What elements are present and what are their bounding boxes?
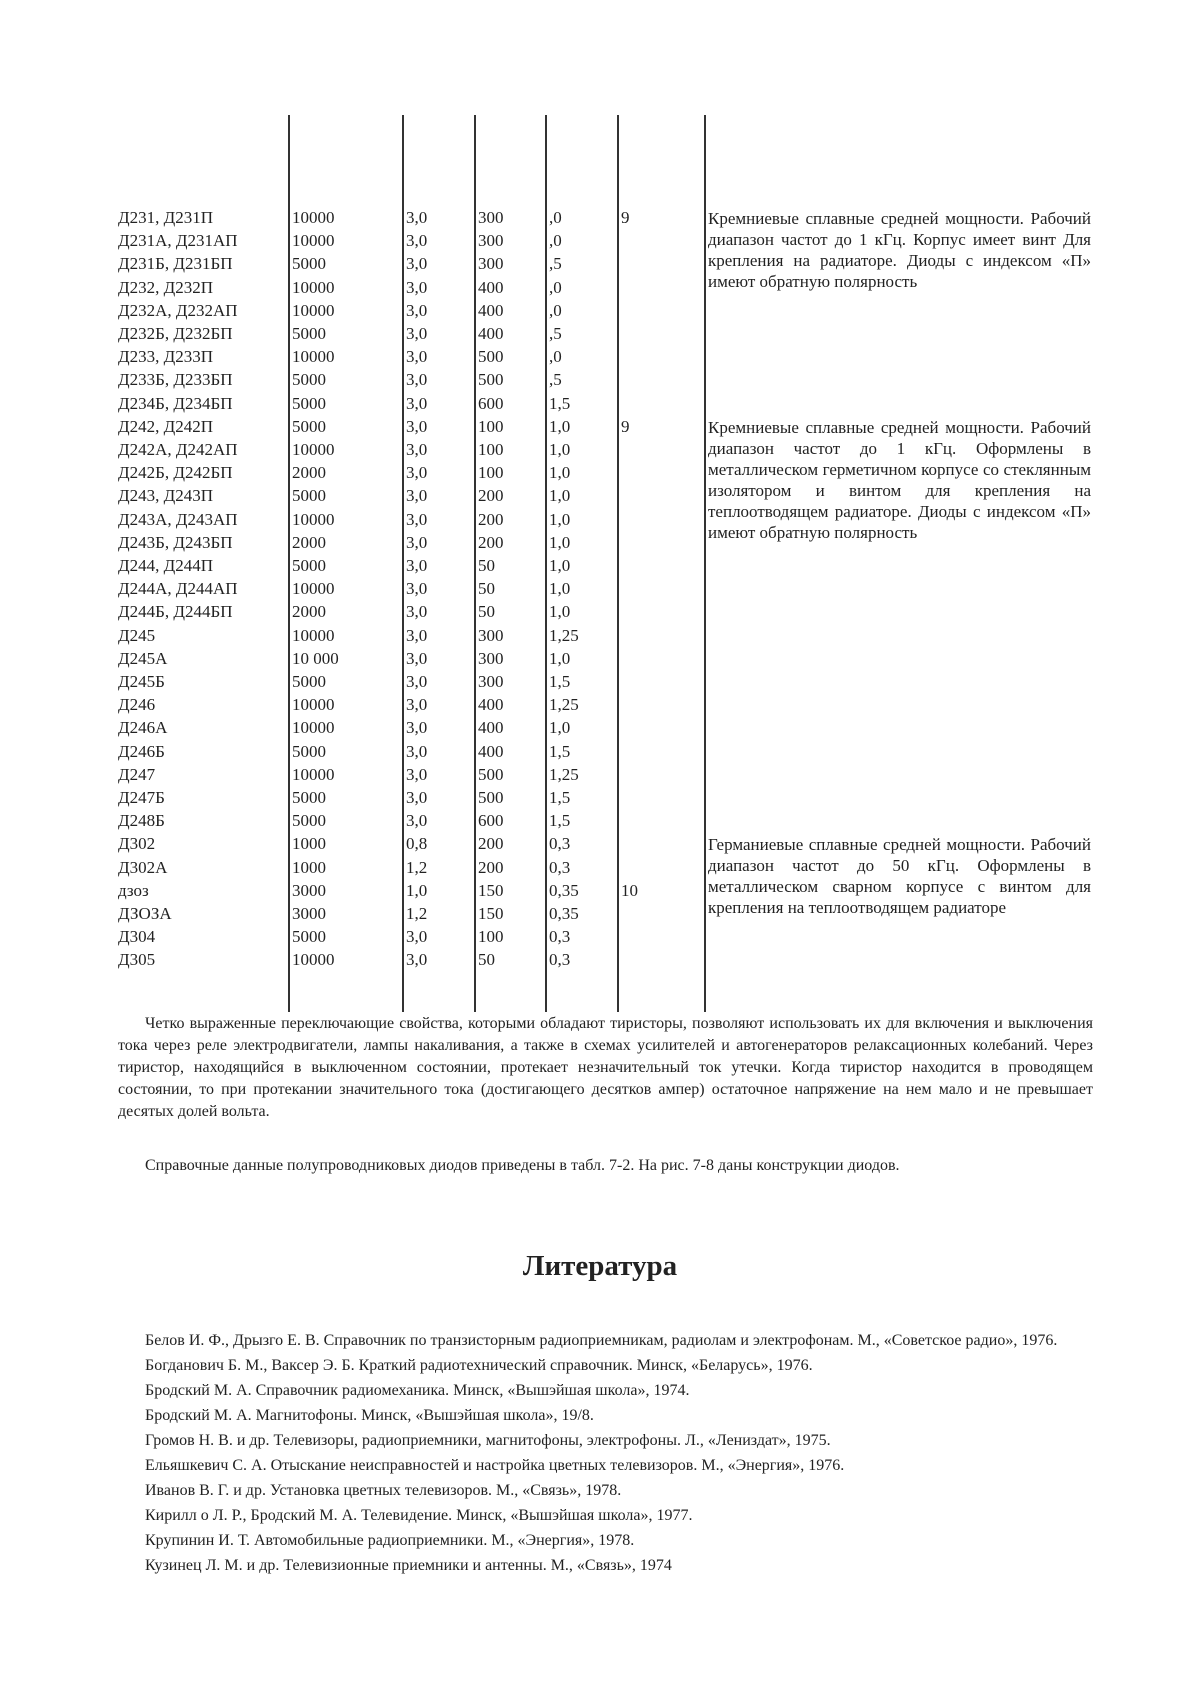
col2-cell: 5000 [292,927,326,947]
description-cell: Кремниевые сплавные средней мощности. Рабочий диапазон частот до 1 кГц. Оформлены в металлическом герметичном корпусе со стеклянным изолятором и винтом для крепления на теплоотводящем радиаторе. Диоды с индексом «П» имеют обратную полярность [708,417,1091,542]
col3-cell: 3,0 [406,463,428,483]
col3-cell: 3,0 [406,347,428,367]
reference-item: Бродский М. А. Справочник радиомеханика. Минск, «Вышэйшая школа», 1974. [145,1382,690,1399]
diode-type-cell: Д232А, Д232АП [118,300,238,320]
diode-type-cell: Д245Б [118,672,165,691]
diode-type-cell: ДЗОЗА [118,904,172,923]
col5-cell: 0,3 [549,857,571,877]
diode-type-cell: Д243, Д243П [118,486,213,506]
col4-cell: 400 [478,300,504,320]
fig-ref-cell: 9 [621,416,630,436]
col5-cell: 1,0 [549,579,571,599]
col5-cell: ,0 [549,347,562,367]
col2-cell: 2000 [292,602,326,622]
col2-cell: 2000 [292,532,326,552]
reference-list [118,1328,1093,1578]
reference-item: Белов И. Ф., Дрызго Е. В. Справочник по транзисторным радиоприемникам, радиолам и электрофонам. М., «Советское радио», 1976. [145,1332,1058,1349]
column-rule [288,115,290,1012]
diode-type-cell: Д231А, Д231АП [118,231,238,251]
description-cell: Германиевые сплавные средней мощности. Рабочий диапазон частот до 50 кГц. Оформлены в металлическом сварном корпусе с винтом для крепления на теплоотводящем радиаторе [708,835,1091,918]
col5-cell: 1,0 [549,532,571,552]
col4-cell: 500 [478,347,504,367]
col4-cell: 50 [478,602,495,622]
column-rule [402,115,404,1012]
col4-cell: 500 [478,764,504,784]
col5-cell: ,5 [549,254,562,274]
col5-cell: 1,5 [549,788,571,807]
col3-cell: 1,0 [406,880,428,900]
col4-cell: 150 [478,880,504,900]
diode-type-cell: Д232, Д232П [118,277,213,297]
col3-cell: 3,0 [406,532,428,552]
diode-type-cell: Д305 [118,950,156,970]
col5-cell: 1,0 [549,556,571,575]
col3-cell: 3,0 [406,625,428,645]
col5-cell: 1,0 [549,718,571,738]
col3-cell: 3,0 [406,254,428,274]
col4-cell: 600 [478,393,504,413]
col5-cell: 1,5 [549,741,571,761]
col4-cell: 50 [478,579,495,599]
col4-cell: 600 [478,811,504,831]
col2-cell: 5000 [292,556,326,575]
col2-cell: 10000 [292,718,335,738]
col5-cell: 1,25 [549,695,579,715]
col3-cell: 3,0 [406,764,428,784]
col3-cell: 3,0 [406,741,428,761]
col2-cell: 10000 [292,579,335,599]
reference-item: Кузинец Л. М. и др. Телевизионные приемники и антенны. М., «Связь», 1974 [145,1557,672,1574]
fig-ref-cell: 10 [621,880,638,900]
col3-cell: 3,0 [406,324,428,343]
body-paragraph: Справочные данные полупроводниковых диодов приведены в табл. 7-2. На рис. 7-8 даны конструкции диодов. [145,1157,900,1174]
col5-cell: 1,0 [549,416,571,436]
col2-cell: 5000 [292,486,326,506]
col3-cell: 3,0 [406,393,428,413]
diode-type-cell: Д302А [118,857,168,877]
col4-cell: 300 [478,672,504,691]
col4-cell: 300 [478,648,504,668]
col2-cell: 10000 [292,208,335,227]
col4-cell: 50 [478,556,495,575]
col5-cell: 1,0 [549,509,571,529]
col2-cell: 5000 [292,416,326,436]
col2-cell: 1000 [292,857,326,877]
diode-type-cell: Д247Б [118,788,165,807]
col2-cell: 1000 [292,834,326,854]
col2-cell: 10000 [292,347,335,367]
col2-cell: 5000 [292,370,326,390]
col3-cell: 3,0 [406,509,428,529]
diode-type-cell: Д242А, Д242АП [118,440,238,459]
reference-item: Богданович Б. М., Ваксер Э. Б. Краткий радиотехнический справочник. Минск, «Беларусь», 1976. [145,1357,813,1374]
col3-cell: 0,8 [406,834,428,854]
col5-cell: 1,25 [549,764,579,784]
col3-cell: 3,0 [406,416,428,436]
col4-cell: 100 [478,463,504,483]
column-rule [545,115,547,1012]
col5-cell: 0,3 [549,927,571,947]
col4-cell: 200 [478,532,504,552]
col2-cell: 3000 [292,904,326,923]
diode-type-cell: Д244А, Д244АП [118,579,238,599]
body-paragraph: Четко выраженные переключающие свойства, которыми обладают тиристоры, позволяют использовать их для включения и выключения тока через реле электродвигатели, лампы накаливания, а также в схемах усилителей и автогенераторов релаксационных колебаний. Через тиристор, находящийся в выключенном состоянии, протекает незначительный ток утечки. Когда тиристор находится в проводящем состоянии, то при протекании значительного тока (достигающего десятков ампер) остаточное напряжение на нем мало и не превышает десятых долей вольта. [118,1015,1093,1120]
col3-cell: 3,0 [406,927,428,947]
col5-cell: 1,0 [549,648,571,668]
col2-cell: 5000 [292,324,326,343]
col2-cell: 10000 [292,277,335,297]
col4-cell: 300 [478,231,504,251]
diode-type-cell: Д245А [118,648,168,668]
diode-type-cell: Д244, Д244П [118,556,213,575]
col4-cell: 100 [478,440,504,459]
col3-cell: 3,0 [406,672,428,691]
diode-type-cell: Д243Б, Д243БП [118,532,233,552]
col5-cell: ,0 [549,300,562,320]
col3-cell: 3,0 [406,300,428,320]
col2-cell: 10000 [292,625,335,645]
col3-cell: 3,0 [406,811,428,831]
col4-cell: 100 [478,416,504,436]
col5-cell: 0,3 [549,950,571,970]
reference-item: Ельяшкевич С. А. Отыскание неисправностей и настройка цветных телевизоров. М., «Энергия», 1976. [145,1457,845,1474]
col2-cell: 5000 [292,393,326,413]
col5-cell: ,0 [549,277,562,297]
col5-cell: ,0 [549,208,562,227]
col2-cell: 2000 [292,463,326,483]
col3-cell: 3,0 [406,602,428,622]
reference-item: Кирилл о Л. Р., Бродский М. А. Телевидение. Минск, «Вышэйшая школа», 1977. [145,1507,693,1524]
diode-type-cell: Д234Б, Д234БП [118,393,233,413]
diode-type-cell: Д304 [118,927,156,947]
col2-cell: 10000 [292,231,335,251]
col5-cell: 0,3 [549,834,571,854]
diode-type-cell: Д242Б, Д242БП [118,463,233,483]
col5-cell: 1,0 [549,602,571,622]
section-heading: Литература [522,1250,678,1282]
col4-cell: 400 [478,695,504,715]
col4-cell: 500 [478,370,504,390]
col4-cell: 200 [478,486,504,506]
col2-cell: 5000 [292,788,326,807]
col4-cell: 300 [478,208,504,227]
col3-cell: 3,0 [406,486,428,506]
col3-cell: 3,0 [406,277,428,297]
col5-cell: 1,5 [549,672,571,691]
diode-type-cell: Д233Б, Д233БП [118,370,233,390]
col4-cell: 300 [478,625,504,645]
diode-type-cell: Д246А [118,718,168,738]
col3-cell: 3,0 [406,648,428,668]
col4-cell: 200 [478,857,504,877]
fig-ref-cell: 9 [621,208,630,227]
col3-cell: 1,2 [406,904,428,923]
description-cell: Кремниевые сплавные средней мощности. Рабочий диапазон частот до 1 кГц. Корпус имеет винт Для крепления на радиаторе. Диоды с индексом «П» имеют обратную полярность [708,209,1091,291]
col4-cell: 50 [478,950,495,970]
col3-cell: 3,0 [406,208,428,227]
col4-cell: 150 [478,904,504,923]
col3-cell: 3,0 [406,718,428,738]
col4-cell: 400 [478,324,504,343]
col4-cell: 400 [478,277,504,297]
diode-type-cell: Д245 [118,625,156,645]
col3-cell: 3,0 [406,788,428,807]
col3-cell: 3,0 [406,950,428,970]
col4-cell: 200 [478,834,504,854]
col3-cell: 1,2 [406,857,428,877]
col2-cell: 10000 [292,440,335,459]
col5-cell: ,5 [549,324,562,343]
col3-cell: 3,0 [406,695,428,715]
reference-item: Громов Н. В. и др. Телевизоры, радиоприемники, магнитофоны, электрофоны. Л., «Лениздат», 1975. [145,1432,831,1449]
col5-cell: 1,25 [549,625,579,645]
col2-cell: 10000 [292,300,335,320]
column-rule [704,115,706,1012]
col5-cell: 1,5 [549,393,571,413]
col4-cell: 400 [478,741,504,761]
col5-cell: 1,5 [549,811,571,831]
col3-cell: 3,0 [406,579,428,599]
col2-cell: 5000 [292,741,326,761]
diode-type-cell: Д232Б, Д232БП [118,324,233,343]
reference-item: Бродский М. А. Магнитофоны. Минск, «Вышэйшая школа», 19/8. [145,1407,594,1424]
col2-cell: 5000 [292,672,326,691]
col5-cell: ,0 [549,231,562,251]
col2-cell: 10000 [292,509,335,529]
reference-item: Крупинин И. Т. Автомобильные радиоприемники. М., «Энергия», 1978. [145,1532,635,1549]
col2-cell: 3000 [292,880,326,900]
diode-type-cell: Д247 [118,764,156,784]
column-rule [474,115,476,1012]
col2-cell: 10 000 [292,648,339,668]
col2-cell: 5000 [292,811,326,831]
col4-cell: 500 [478,788,504,807]
col3-cell: 3,0 [406,370,428,390]
diode-type-cell: Д231Б, Д231БП [118,254,233,274]
diode-type-cell: Д243А, Д243АП [118,509,238,529]
diode-type-cell: Д246Б [118,741,165,761]
column-rule [617,115,619,1012]
col5-cell: ,5 [549,370,562,390]
diode-type-cell: Д244Б, Д244БП [118,602,233,622]
col4-cell: 300 [478,254,504,274]
col2-cell: 10000 [292,695,335,715]
col3-cell: 3,0 [406,231,428,251]
diode-type-cell: Д242, Д242П [118,416,213,436]
col2-cell: 10000 [292,950,335,970]
col5-cell: 1,0 [549,440,571,459]
diode-type-cell: дзоз [118,880,149,900]
col3-cell: 3,0 [406,556,428,575]
diode-type-cell: Д233, Д233П [118,347,213,367]
col2-cell: 10000 [292,764,335,784]
reference-item: Иванов В. Г. и др. Установка цветных телевизоров. М., «Связь», 1978. [145,1482,622,1499]
diode-type-cell: Д246 [118,695,156,715]
col4-cell: 200 [478,509,504,529]
col2-cell: 5000 [292,254,326,274]
col5-cell: 1,0 [549,463,571,483]
col5-cell: 0,35 [549,880,579,900]
col4-cell: 100 [478,927,504,947]
diode-type-cell: Д248Б [118,811,165,831]
col5-cell: 1,0 [549,486,571,506]
col3-cell: 3,0 [406,440,428,459]
diode-type-cell: Д231, Д231П [118,208,213,227]
diode-type-cell: Д302 [118,834,156,854]
col5-cell: 0,35 [549,904,579,923]
col4-cell: 400 [478,718,504,738]
